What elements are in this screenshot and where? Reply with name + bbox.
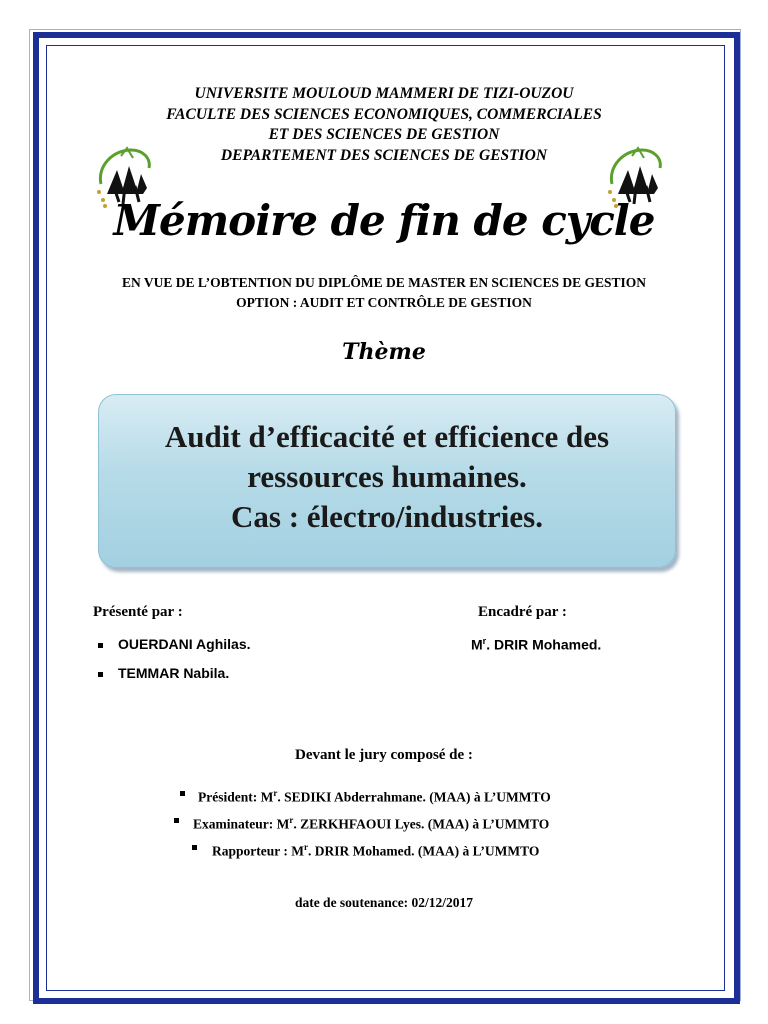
- jury-member-detail: . DRIR Mohamed. (MAA) à L’UMMTO: [308, 843, 540, 859]
- bullet-icon: [174, 818, 179, 823]
- presented-by-label: Présenté par :: [93, 604, 183, 620]
- supervisor-title-sup: r: [482, 636, 487, 646]
- theme-label: Thème: [342, 339, 426, 365]
- supervisor-name: [471, 636, 601, 653]
- jury-label: Devant le jury composé de :: [295, 747, 473, 763]
- jury-member-detail: . SEDIKI Abderrahmane. (MAA) à L’UMMTO: [277, 789, 551, 805]
- jury-member-sup: r: [273, 788, 278, 798]
- jury-member: [0, 807, 768, 834]
- jury-member-role: Président: M: [198, 789, 274, 805]
- bullet-icon: [98, 672, 103, 677]
- jury-member-sup: r: [289, 815, 294, 825]
- thesis-title-line1: Audit d’efficacité et efficience des: [164, 419, 610, 454]
- diploma-line: EN VUE DE L’OBTENTION DU DIPLÔME DE MASTER EN SCIENCES DE GESTION: [122, 275, 646, 290]
- university-name: UNIVERSITE MOULOUD MAMMERI DE TIZI-OUZOU: [194, 85, 574, 102]
- bullet-icon: [192, 845, 197, 850]
- jury-member-detail: . ZERKHFAOUI Lyes. (MAA) à L’UMMTO: [293, 816, 550, 832]
- department-name: DEPARTEMENT DES SCIENCES DE GESTION: [220, 146, 548, 164]
- supervised-by-label: Encadré par :: [478, 604, 567, 620]
- jury-member-role: Examinateur: M: [193, 816, 290, 832]
- thesis-title-line3: Cas : électro/industries.: [231, 499, 543, 534]
- defense-date: date de soutenance: 02/12/2017: [294, 895, 474, 910]
- faculty-name-line2: ET DES SCIENCES DE GESTION: [268, 126, 500, 143]
- bullet-icon: [180, 791, 185, 796]
- jury-member-role: Rapporteur : M: [212, 843, 304, 859]
- faculty-name-line1: FACULTE DES SCIENCES ECONOMIQUES, COMMERCIALES: [166, 105, 602, 123]
- jury-list: [0, 780, 768, 861]
- jury-member: [0, 780, 768, 807]
- jury-member: [0, 834, 768, 861]
- student-name: TEMMAR Nabila.: [118, 665, 230, 681]
- bullet-icon: [98, 643, 103, 648]
- supervisor-title: M: [471, 636, 483, 653]
- thesis-title-box: [98, 394, 676, 568]
- student-name: OUERDANI Aghilas.: [118, 636, 251, 652]
- thesis-title-line2: ressources humaines.: [247, 459, 527, 494]
- diploma-info: [0, 273, 768, 313]
- supervisor-name-text: . DRIR Mohamed.: [486, 636, 602, 653]
- jury-member-sup: r: [304, 842, 308, 852]
- option-line: OPTION : AUDIT ET CONTRÔLE DE GESTION: [236, 295, 532, 310]
- document-type-title: Mémoire de fin de cycle: [113, 196, 655, 245]
